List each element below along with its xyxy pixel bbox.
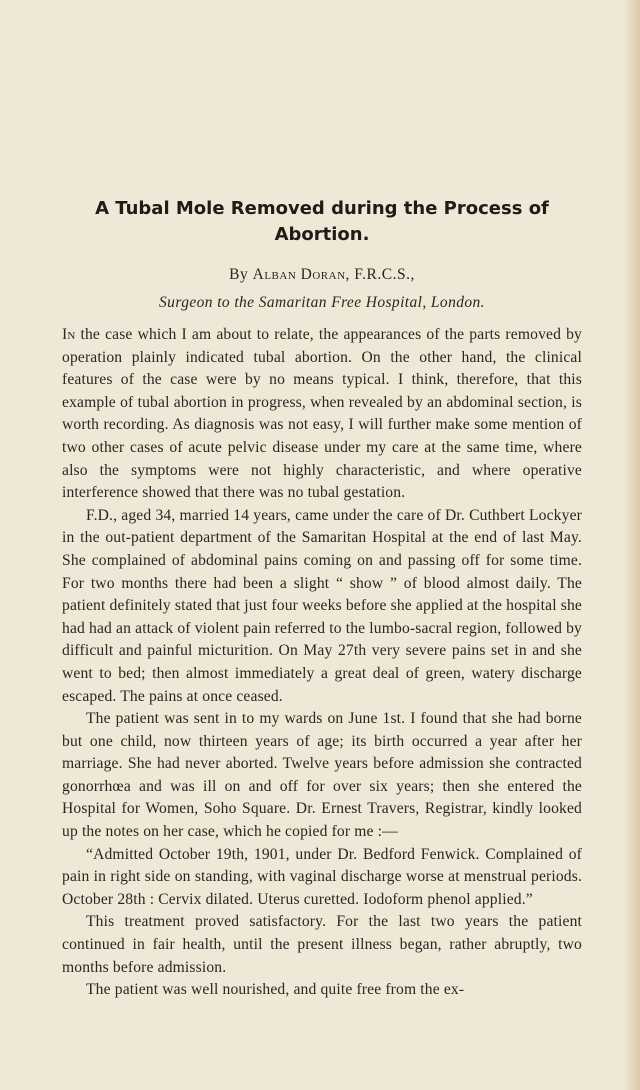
author-affiliation: Surgeon to the Samaritan Free Hospital, London. [159, 294, 485, 311]
byline [62, 266, 582, 284]
byline-prefix: By [229, 266, 249, 283]
paragraph-5: This treatment proved satisfactory. For the last two years the patient continued in fair health, until the present illness began, rather abruptly, two months before admission. [62, 913, 582, 976]
paragraph-2: F.D., aged 34, married 14 years, came under the care of Dr. Cuthbert Lockyer in the out-patient department of the Samaritan Hospital at the end of last May. She complained of abdominal pains coming on and passing off for some time. For two months there had been a slight “ show ” of blood almost daily. The patient definitely stated that just four weeks before she applied at the hospital she had had an attack of violent pain referred to the lumbo-sacral region, followed by difficult and painful micturition. On May 27th very severe pains set in and she went to bed; then almost immediately a great deal of green, watery discharge escaped. The pains at once ceased. [62, 506, 582, 705]
article-body [62, 324, 582, 1002]
paragraph-1-text: the case which I am about to relate, the appearances of the parts removed by operation plainly indicated tubal abortion. On the other hand, the clinical features of the case were by no means typical. I think, therefore, that this example of tubal abortion in progress, when revealed by an abdominal section, is worth recording. As diagnosis was not easy, I will further make some mention of two other cases of acute pelvic disease under my care at the same time, where also the symptoms were not highly characteristic, and where operative interference showed that there was no tubal gestation. [62, 326, 582, 502]
page-edge-shadow [624, 0, 640, 1090]
paragraph-4-quotation: “Admitted October 19th, 1901, under Dr. Bedford Fenwick. Complained of pain in right side on standing, with vaginal discharge worse at menstrual periods. October 28th : Cervix dilated. Uterus curetted. Iodoform phenol applied.” [62, 845, 582, 908]
paragraph-1 [62, 324, 582, 505]
author-name: Alban Doran [252, 266, 346, 283]
author-credentials: , F.R.C.S., [345, 266, 415, 283]
paragraph-3: The patient was sent in to my wards on June 1st. I found that she had borne but one child, now thirteen years of age; its birth occurred a year after her marriage. She had never aborted. Twelve years before admission she contracted gonorrhœa and was ill on and off for over six years; then she entered the Hospital for Women, Soho Square. Dr. Ernest Travers, Registrar, kindly looked up the notes on her case, which he copied for me :— [62, 710, 582, 841]
article [62, 190, 582, 1002]
article-title: A Tubal Mole Removed during the Process of Abortion. [95, 198, 549, 245]
paragraph-1-lead: In [62, 326, 76, 343]
paragraph-6: The patient was well nourished, and quite free from the ex- [86, 981, 465, 999]
